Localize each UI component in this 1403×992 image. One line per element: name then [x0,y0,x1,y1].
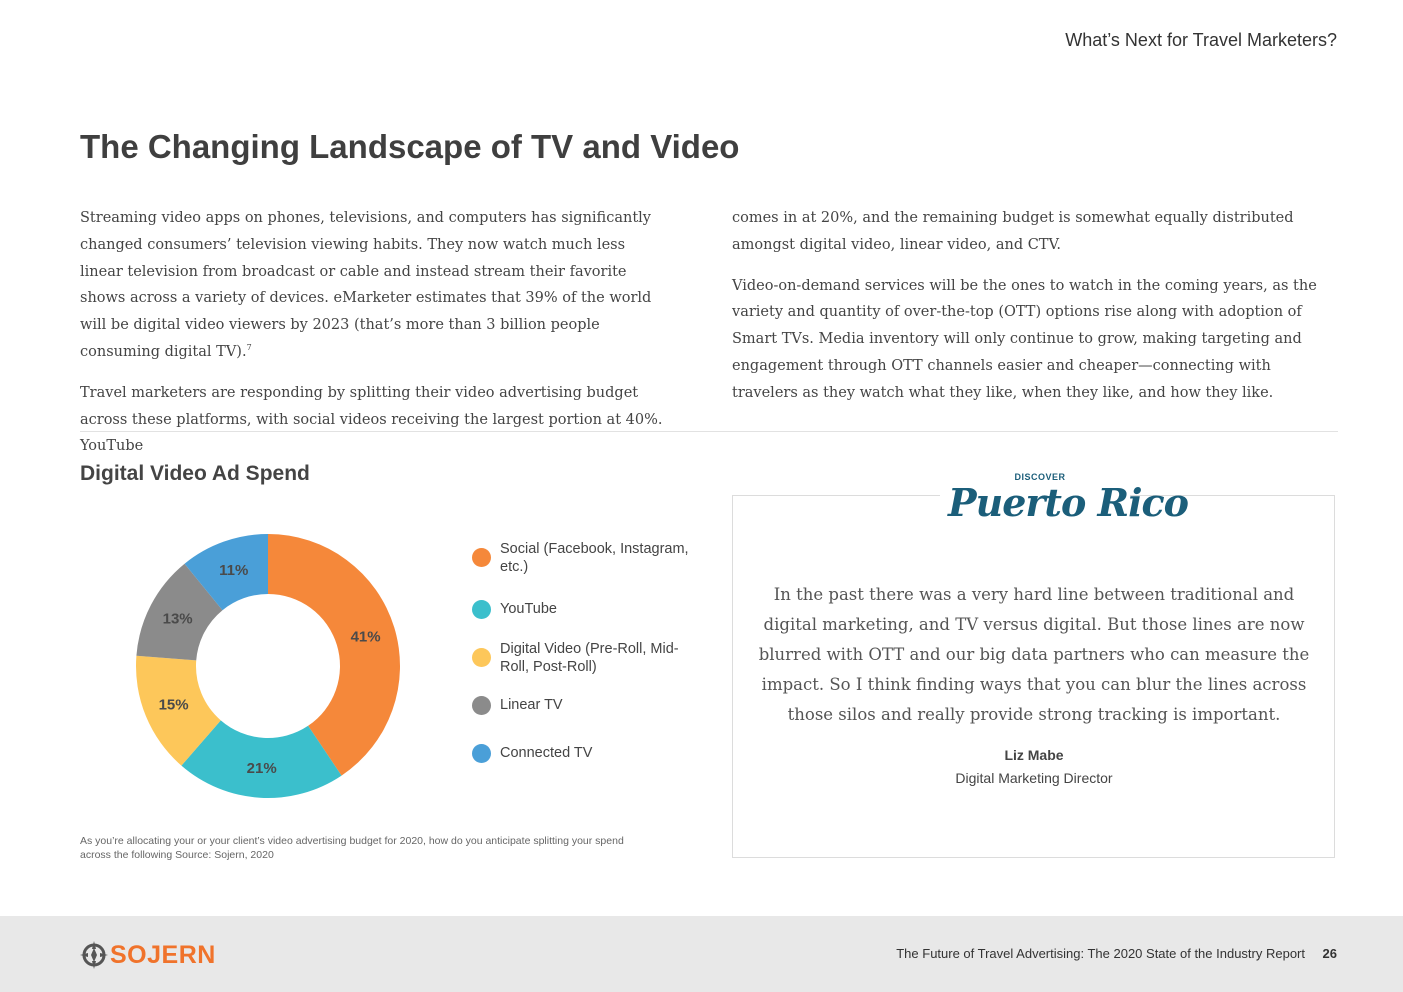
legend-swatch [472,744,491,763]
legend-label: Linear TV [500,697,563,713]
slice-label: 41% [350,628,381,646]
page-number: 26 [1322,946,1337,961]
donut-chart [100,498,436,834]
page-title: The Changing Landscape of TV and Video [80,128,740,165]
body-paragraph: Video-on-demand services will be the ones to watch in the coming years, as the variety and quantity of over-the-top (OTT) options rise along with adoption of Smart TVs. Media inventory will only continue to grow, making targeting and engagement through OTT channels easier and cheaper—connecting with travelers as they watch what they like, when they like, and how they like. [732,277,1317,401]
body-paragraph: comes in at 20%, and the remaining budget is somewhat equally distributed amongst digital video, linear video, and CTV. [732,210,1294,253]
body-column-right [732,205,1338,421]
slice-label: 21% [246,759,277,777]
logo-puerto-rico-text: Puerto Rico [948,480,1189,525]
slice-label: 11% [219,561,249,579]
quote-author-name: Liz Mabe [1004,747,1064,763]
page-footer [0,916,1403,992]
legend-label: Social (Facebook, Instagram, etc.) [500,541,689,575]
legend-label: Connected TV [500,745,593,761]
slice-label: 15% [158,696,189,714]
body-column-left [80,205,672,474]
slice-label: 13% [162,610,193,628]
body-paragraph: Travel marketers are responding by splitting their video advertising budget across these platforms, with social videos receiving the largest portion at 40%. YouTube [80,384,663,455]
section-header: What’s Next for Travel Marketers? [1065,30,1337,50]
report-title: The Future of Travel Advertising: The 2020 State of the Industry Report [896,946,1305,961]
legend-swatch [472,696,491,715]
legend-label: YouTube [500,601,557,617]
legend-swatch [472,648,491,667]
body-paragraph [80,205,672,366]
discover-puerto-rico-logo [940,466,1189,530]
brand-name: SOJERN [110,941,216,969]
logo-discover-text: DISCOVER [1014,472,1066,482]
quote-text: In the past there was a very hard line between traditional and digital marketing, and TV versus digital. But those lines are now blurred with OTT and our big data partners who can measure the impact. So I think finding ways that you can blur the lines across those silos and really provide strong tracking is important. [758,585,1310,724]
body-text: Streaming video apps on phones, televisions, and computers has significantly changed consumers’ television viewing habits. They now watch much less linear television from broadcast or cable and instead stream their favorite shows across a variety of devices. eMarketer estimates that 39% of the world will be digital video viewers by 2023 (that’s more than 3 billion people consuming digital TV). [80,210,652,360]
footnote-ref: 7 [246,343,252,353]
legend-label: Digital Video (Pre-Roll, Mid-Roll, Post-Roll) [500,641,679,675]
compass-icon [80,940,108,970]
quote-author-role: Digital Marketing Director [955,770,1113,786]
legend-swatch [472,548,491,567]
section-divider [80,431,1338,432]
chart-caption: As you’re allocating your or your client’s video advertising budget for 2020, how do you anticipate splitting your spend across the following Source: Sojern, 2020 [80,835,624,861]
chart-title: Digital Video Ad Spend [80,462,310,485]
legend-swatch [472,600,491,619]
